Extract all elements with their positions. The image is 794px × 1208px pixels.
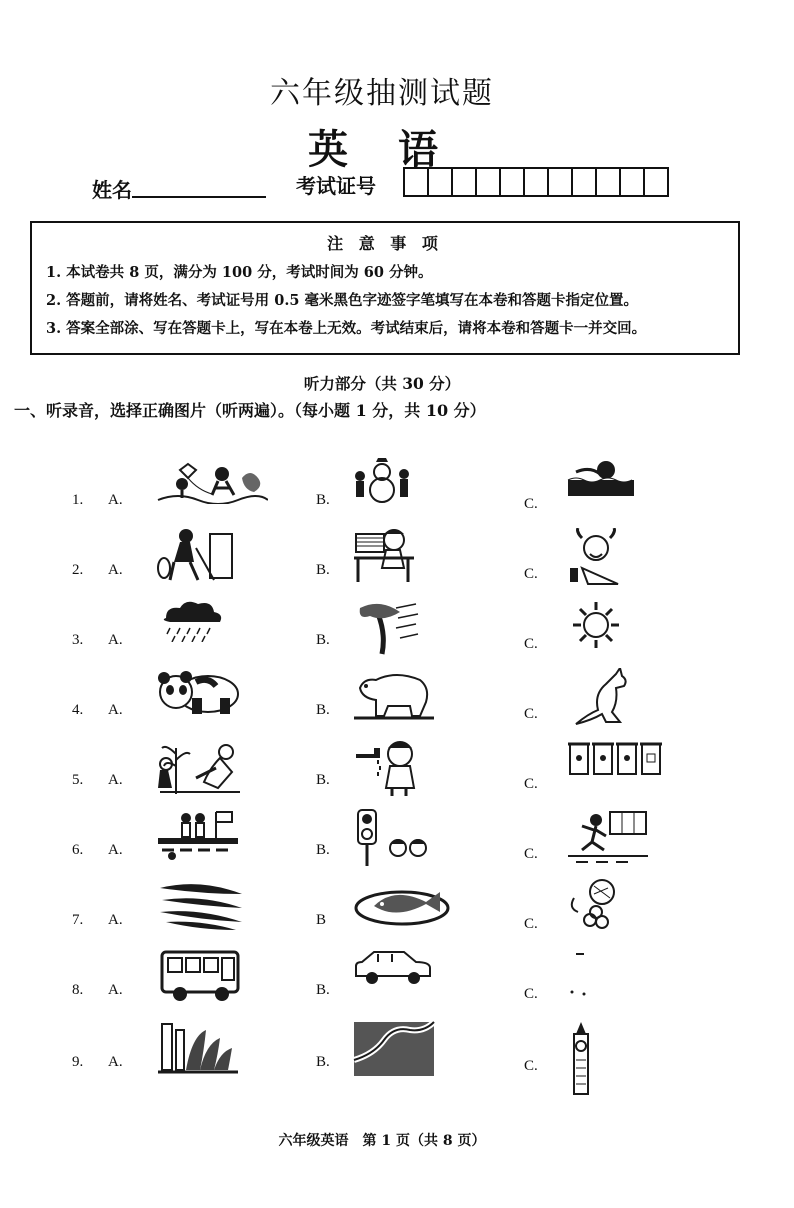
notice-item: 2. 答题前，请将姓名、考试证号用 0.5 毫米黑色字迹签字笔填写在本卷和答题卡指定位置。 xyxy=(46,292,639,309)
question-number: 1. xyxy=(72,492,84,508)
rain-cloud-picture[interactable] xyxy=(156,598,226,646)
option-c[interactable]: C. xyxy=(524,846,538,862)
exam-id-box[interactable] xyxy=(523,167,549,197)
option-c[interactable]: C. xyxy=(524,566,538,582)
swimming-picture[interactable] xyxy=(566,458,636,502)
option-c[interactable]: C. xyxy=(524,986,538,1002)
option-c[interactable]: C. xyxy=(524,496,538,512)
option-a[interactable]: A. xyxy=(108,772,123,788)
question-number: 6. xyxy=(72,842,84,858)
kite-flying-picture[interactable] xyxy=(156,458,268,508)
polar-bear-picture[interactable] xyxy=(352,668,436,726)
option-c[interactable]: C. xyxy=(524,776,538,792)
option-a[interactable]: A. xyxy=(108,1054,123,1070)
panda-picture[interactable] xyxy=(156,668,240,722)
cleaning-picture[interactable] xyxy=(156,528,246,590)
option-c[interactable]: C. xyxy=(524,636,538,652)
girl-drawing-picture[interactable] xyxy=(566,528,626,590)
question-number: 2. xyxy=(72,562,84,578)
option-a[interactable]: A. xyxy=(108,632,123,648)
exam-id-box[interactable] xyxy=(451,167,477,197)
option-b[interactable]: B. xyxy=(316,982,330,998)
snowman-picture[interactable] xyxy=(352,458,412,508)
option-b[interactable]: B. xyxy=(316,1054,330,1070)
option-c[interactable]: C. xyxy=(524,706,538,722)
great-wall-picture[interactable] xyxy=(352,1020,436,1082)
option-b[interactable]: B. xyxy=(316,772,330,788)
exam-id-box[interactable] xyxy=(595,167,621,197)
subject-title: 英 语 xyxy=(308,126,456,173)
girl-on-bench-picture[interactable] xyxy=(352,528,422,590)
recycle-bins-picture[interactable] xyxy=(566,738,662,782)
option-b[interactable]: B. xyxy=(316,702,330,718)
option-b[interactable]: B. xyxy=(316,562,330,578)
option-a[interactable]: A. xyxy=(108,492,123,508)
option-c[interactable]: C. xyxy=(524,1058,538,1074)
question-number: 4. xyxy=(72,702,84,718)
option-b[interactable]: B xyxy=(316,912,327,928)
exam-id-box[interactable] xyxy=(571,167,597,197)
notice-title: 注 意 事 项 xyxy=(327,234,443,253)
option-a[interactable]: A. xyxy=(108,912,123,928)
beans-picture[interactable] xyxy=(156,878,246,936)
street-crossing-picture[interactable] xyxy=(156,808,240,866)
option-b[interactable]: B. xyxy=(316,492,330,508)
planting-trees-picture[interactable] xyxy=(156,738,246,800)
sun-picture[interactable] xyxy=(566,598,626,656)
exam-id-box[interactable] xyxy=(643,167,669,197)
water-tap-picture[interactable] xyxy=(352,738,422,802)
part-one-instructions: 一、听录音，选择正确图片（听两遍）。（每小题 1 分，共 10 分） xyxy=(14,401,486,420)
option-c[interactable]: C. xyxy=(524,916,538,932)
exam-id-box[interactable] xyxy=(427,167,453,197)
vegetables-picture[interactable] xyxy=(566,878,626,938)
option-a[interactable]: A. xyxy=(108,562,123,578)
faint-picture[interactable] xyxy=(566,948,596,1012)
boy-running-road-picture[interactable] xyxy=(566,808,650,872)
listening-section-title: 听力部分（共 30 分） xyxy=(303,374,461,393)
question-number: 8. xyxy=(72,982,84,998)
exam-id-box[interactable] xyxy=(475,167,501,197)
page-footer: 六年级英语 第 1 页（共 8 页） xyxy=(278,1133,486,1149)
exam-id-box[interactable] xyxy=(547,167,573,197)
option-a[interactable]: A. xyxy=(108,842,123,858)
notice-item: 3. 答案全部涂、写在答题卡上，写在本卷上无效。考试结束后，请将本卷和答题卡一并交回。 xyxy=(46,320,647,337)
exam-id-box[interactable] xyxy=(619,167,645,197)
name-label: 姓名 xyxy=(92,178,132,202)
page-title: 六年级抽测试题 xyxy=(270,76,494,111)
question-number: 3. xyxy=(72,632,84,648)
exam-id-boxes[interactable] xyxy=(403,167,667,197)
big-ben-picture[interactable] xyxy=(566,1020,596,1100)
traffic-light-picture[interactable] xyxy=(352,808,436,872)
option-b[interactable]: B. xyxy=(316,632,330,648)
windy-tree-picture[interactable] xyxy=(352,598,422,660)
question-number: 7. xyxy=(72,912,84,928)
option-a[interactable]: A. xyxy=(108,982,123,998)
car-picture[interactable] xyxy=(352,948,436,992)
exam-id-box[interactable] xyxy=(499,167,525,197)
notice-box xyxy=(30,221,740,355)
kangaroo-picture[interactable] xyxy=(566,668,640,732)
option-a[interactable]: A. xyxy=(108,702,123,718)
bus-picture[interactable] xyxy=(156,948,246,1010)
sydney-opera-house-picture[interactable] xyxy=(156,1020,240,1082)
notice-item: 1. 本试卷共 8 页，满分为 100 分，考试时间为 60 分钟。 xyxy=(46,264,433,281)
fish-plate-picture[interactable] xyxy=(352,878,452,932)
option-b[interactable]: B. xyxy=(316,842,330,858)
exam-id-label: 考试证号 xyxy=(296,174,376,198)
question-number: 5. xyxy=(72,772,84,788)
name-field[interactable] xyxy=(132,196,266,198)
question-number: 9. xyxy=(72,1054,84,1070)
exam-id-box[interactable] xyxy=(403,167,429,197)
